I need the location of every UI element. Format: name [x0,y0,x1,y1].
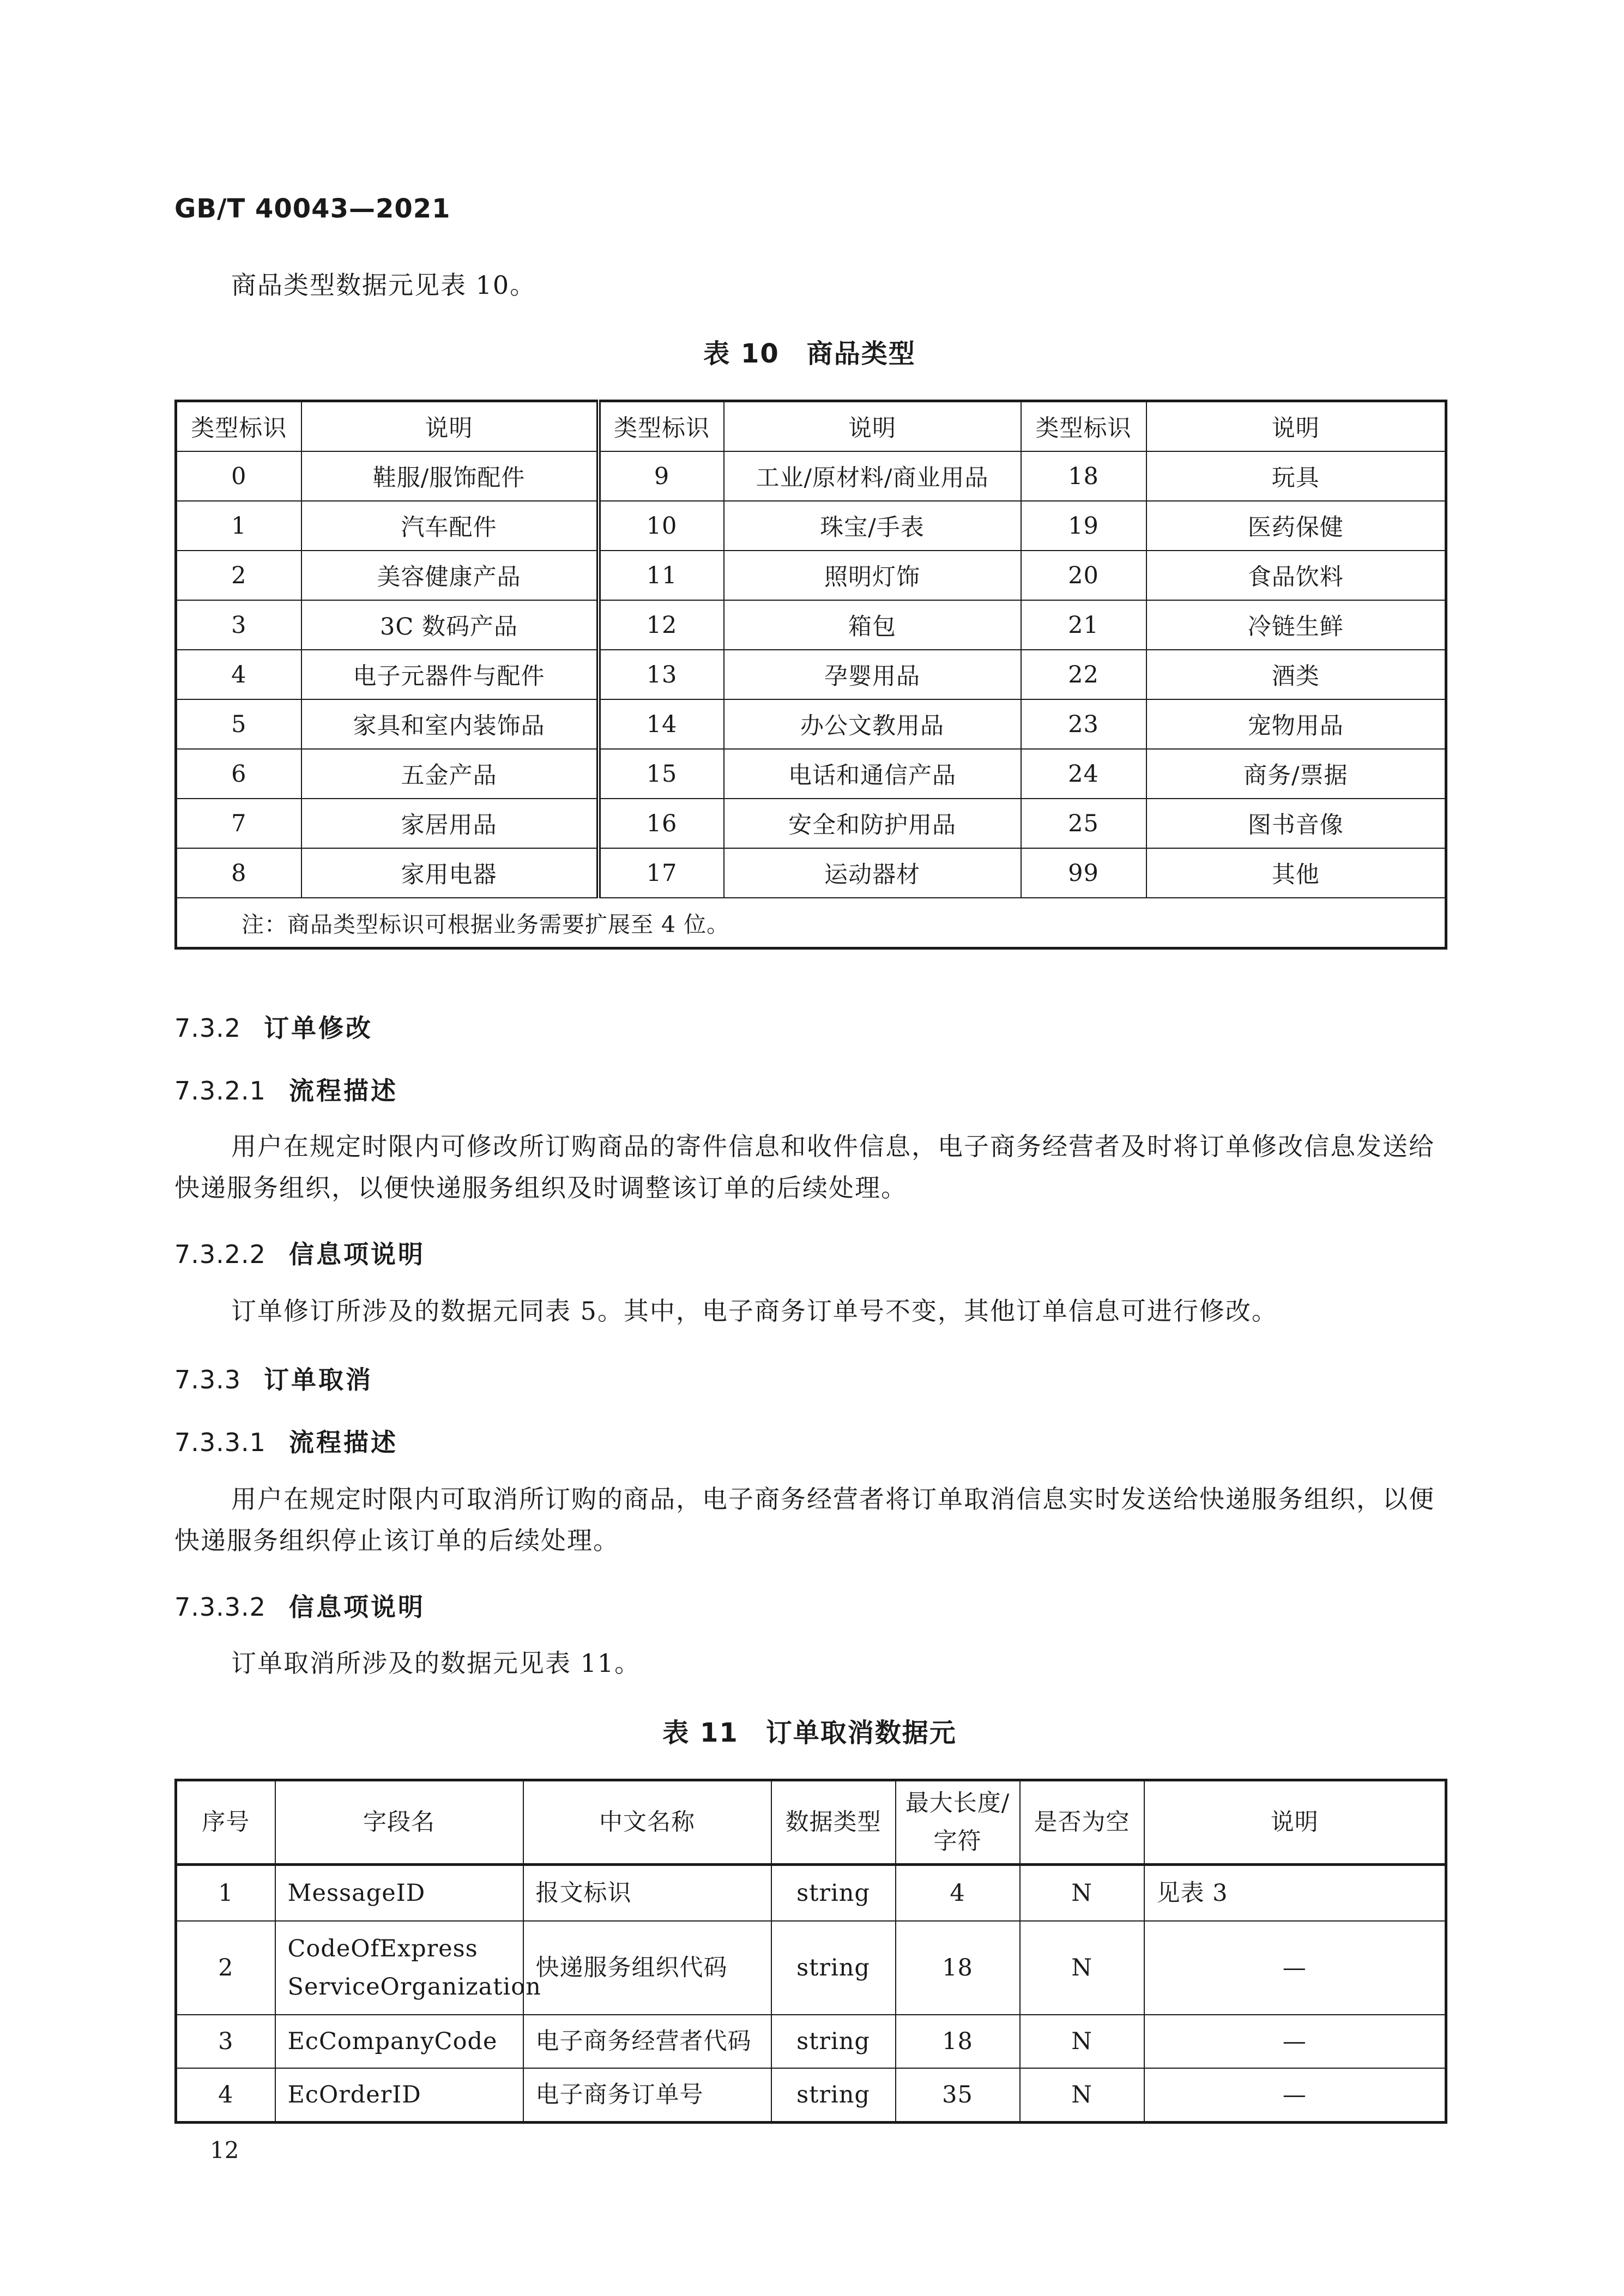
table-row [176,699,1446,749]
table-cell: 美容健康产品 [301,551,599,600]
table-cell: 商务/票据 [1146,749,1446,799]
table-row [176,799,1446,848]
table-cell: 5 [176,699,301,749]
header-cell: 最大长度/字符 [896,1780,1020,1865]
header-cell: 说明 [1144,1780,1446,1865]
table-cell: 电话和通信产品 [724,749,1021,799]
table-row [176,1921,1446,2015]
table-cell: 1 [176,501,301,551]
table-row [176,501,1446,551]
header-cell: 类型标识 [1021,401,1146,452]
header-cell: 类型标识 [176,401,301,452]
table-row [176,2015,1446,2068]
section-number: 7.3.3.1 [174,1428,266,1457]
table-cell: 冷链生鲜 [1146,600,1446,650]
table-row [176,650,1446,699]
table-cell: 12 [599,600,724,650]
section-7-3-3-heading [174,1360,373,1396]
table-cell: EcOrderID [275,2068,523,2123]
paragraph-7-3-2-2: 订单修订所涉及的数据元同表 5。其中，电子商务订单号不变，其他订单信息可进行修改。 [231,1296,1278,1326]
table-cell: N [1020,1865,1144,1922]
table-cell: 0 [176,451,301,501]
table-cell: 箱包 [724,600,1021,650]
table-cell: N [1020,2015,1144,2068]
header-cell: 说明 [301,401,599,452]
table-cell: 孕婴用品 [724,650,1021,699]
section-number: 7.3.2.2 [174,1240,266,1269]
table-header-row [176,1780,1446,1865]
table-cell: 电子商务订单号 [523,2068,771,2123]
order-cancel-table [174,1779,1447,2124]
table-cell: 4 [896,1865,1020,1922]
table-cell: 99 [1021,848,1146,898]
table-cell: 10 [599,501,724,551]
section-7-3-3-2-heading [174,1587,425,1623]
header-cell: 类型标识 [599,401,724,452]
table-cell: 9 [599,451,724,501]
table-cell: 电子商务经营者代码 [523,2015,771,2068]
table-cell: 22 [1021,650,1146,699]
table-cell: 报文标识 [523,1865,771,1922]
section-title: 订单修改 [264,1013,373,1043]
table-cell: 汽车配件 [301,501,599,551]
table-cell: 14 [599,699,724,749]
section-number: 7.3.3.2 [174,1592,266,1622]
table-cell: 6 [176,749,301,799]
table11-title: 表 11 订单取消数据元 [662,1718,957,1748]
table-cell: 11 [599,551,724,600]
table-cell: 宠物用品 [1146,699,1446,749]
table-cell: 20 [1021,551,1146,600]
section-title: 订单取消 [264,1365,373,1394]
table-cell: string [771,1865,896,1922]
table-cell: 8 [176,848,301,898]
table-cell: 21 [1021,600,1146,650]
table-cell: 19 [1021,501,1146,551]
table-cell: 4 [176,650,301,699]
product-type-table [174,400,1447,950]
section-title: 信息项说明 [288,1240,425,1269]
table-cell: 安全和防护用品 [724,799,1021,848]
table-cell: 2 [176,1921,275,2015]
section-7-3-2-1-heading [174,1071,398,1107]
table-cell: 18 [896,1921,1020,2015]
table-cell: — [1144,2068,1446,2123]
table-cell: 珠宝/手表 [724,501,1021,551]
table-cell: 办公文教用品 [724,699,1021,749]
table-cell: 1 [176,1865,275,1922]
table-row [176,600,1446,650]
table-cell: EcCompanyCode [275,2015,523,2068]
table-cell: CodeOfExpress ServiceOrganization [275,1921,523,2015]
table-note-row [176,898,1446,948]
table-cell: 玩具 [1146,451,1446,501]
table-cell: MessageID [275,1865,523,1922]
table-row [176,2068,1446,2123]
table-cell: 鞋服/服饰配件 [301,451,599,501]
section-number: 7.3.3 [174,1365,242,1394]
table-cell: 15 [599,749,724,799]
header-cell: 序号 [176,1780,275,1865]
header-cell: 字段名 [275,1780,523,1865]
section-7-3-3-1-heading [174,1423,398,1459]
table-cell: 16 [599,799,724,848]
table-row [176,749,1446,799]
table-cell: 17 [599,848,724,898]
table-cell: 18 [896,2015,1020,2068]
table-row [176,451,1446,501]
table-row [176,551,1446,600]
table-cell: 18 [1021,451,1146,501]
table-cell: 照明灯饰 [724,551,1021,600]
table-cell: 25 [1021,799,1146,848]
table-cell: 见表 3 [1144,1865,1446,1922]
table11-intro: 订单取消所涉及的数据元见表 11。 [231,1648,641,1678]
table-cell: 快递服务组织代码 [523,1921,771,2015]
table-cell: 五金产品 [301,749,599,799]
section-title: 流程描述 [288,1428,398,1457]
table-cell: 7 [176,799,301,848]
table-cell: 13 [599,650,724,699]
table-cell: 食品饮料 [1146,551,1446,600]
table-cell: 24 [1021,749,1146,799]
table-cell: N [1020,2068,1144,2123]
section-number: 7.3.2.1 [174,1076,266,1105]
table-cell: 工业/原材料/商业用品 [724,451,1021,501]
section-title: 信息项说明 [288,1592,425,1622]
table-cell: N [1020,1921,1144,2015]
table10-title: 表 10 商品类型 [703,339,916,369]
table-cell: 23 [1021,699,1146,749]
section-number: 7.3.2 [174,1013,242,1043]
header-cell: 数据类型 [771,1780,896,1865]
table10-intro: 商品类型数据元见表 10。 [231,270,536,300]
table-cell: — [1144,2015,1446,2068]
section-7-3-2-heading [174,1008,373,1044]
table-cell: 家居用品 [301,799,599,848]
table-cell: 4 [176,2068,275,2123]
section-title: 流程描述 [288,1076,398,1105]
table-cell: 3 [176,600,301,650]
table-cell: string [771,2068,896,2123]
standard-code-header: GB/T 40043—2021 [174,194,451,224]
table-cell: 运动器材 [724,848,1021,898]
page-number: 12 [210,2137,239,2164]
paragraph-7-3-3-1: 用户在规定时限内可取消所订购的商品，电子商务经营者将订单取消信息实时发送给快递服务组织，以便快递服务组织停止该订单的后续处理。 [174,1484,1435,1555]
table-cell: — [1144,1921,1446,2015]
table-cell: 电子元器件与配件 [301,650,599,699]
table-row [176,848,1446,898]
table-cell: 2 [176,551,301,600]
header-cell: 说明 [1146,401,1446,452]
header-cell: 是否为空 [1020,1780,1144,1865]
table-cell: 家用电器 [301,848,599,898]
table-cell: 医药保健 [1146,501,1446,551]
table-row [176,1865,1446,1922]
section-7-3-2-2-heading [174,1235,425,1271]
table-cell: 3C 数码产品 [301,600,599,650]
table-cell: 其他 [1146,848,1446,898]
table-cell: 酒类 [1146,650,1446,699]
paragraph-7-3-2-1: 用户在规定时限内可修改所订购商品的寄件信息和收件信息，电子商务经营者及时将订单修改信息发送给快递服务组织，以便快递服务组织及时调整该订单的后续处理。 [174,1132,1435,1203]
table-header-row [176,401,1446,452]
table-cell: string [771,1921,896,2015]
table-cell: string [771,2015,896,2068]
table-cell: 35 [896,2068,1020,2123]
table-cell: 家具和室内装饰品 [301,699,599,749]
table10-note: 注：商品类型标识可根据业务需要扩展至 4 位。 [176,898,1446,948]
table-cell: 图书音像 [1146,799,1446,848]
table-cell: 3 [176,2015,275,2068]
header-cell: 中文名称 [523,1780,771,1865]
header-cell: 说明 [724,401,1021,452]
